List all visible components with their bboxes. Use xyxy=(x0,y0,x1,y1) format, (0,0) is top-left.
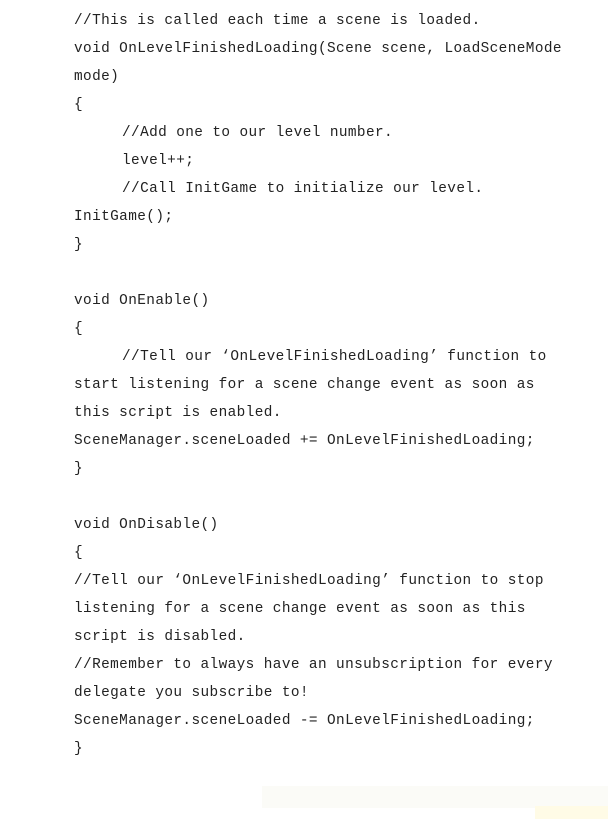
code-line-open-brace: { xyxy=(74,545,84,561)
code-line-comment-remember: //Remember to always have an unsubscription for every xyxy=(74,657,553,673)
code-line-close-brace: } xyxy=(74,741,84,757)
highlight-strip xyxy=(535,806,608,819)
code-line-on-enable: void OnEnable() xyxy=(74,293,210,309)
code-line-open-brace: { xyxy=(74,321,84,337)
code-line-open-brace: { xyxy=(74,97,84,113)
code-block xyxy=(74,7,604,763)
code-blank-line xyxy=(74,259,604,287)
code-line-comment-tell-start: //Tell our ‘OnLevelFinishedLoading’ function to xyxy=(122,349,547,365)
code-line-comment-enabled: this script is enabled. xyxy=(74,405,282,421)
code-line-comment-add-level: //Add one to our level number. xyxy=(122,125,394,141)
code-blank-line xyxy=(74,483,604,511)
code-line-close-brace: } xyxy=(74,237,84,253)
code-line-comment-scene-loaded: //This is called each time a scene is loaded. xyxy=(74,13,481,29)
code-line-unsubscribe: SceneManager.sceneLoaded -= OnLevelFinishedLoading; xyxy=(74,713,535,729)
code-line-method-signature: void OnLevelFinishedLoading(Scene scene, LoadSceneMode xyxy=(74,41,562,57)
code-line-init-game-call: InitGame(); xyxy=(74,209,174,225)
code-line-signature-continued: mode) xyxy=(74,69,120,85)
code-line-comment-disabled: script is disabled. xyxy=(74,629,246,645)
code-line-subscribe: SceneManager.sceneLoaded += OnLevelFinishedLoading; xyxy=(74,433,535,449)
code-line-close-brace: } xyxy=(74,461,84,477)
code-line-comment-stop-listening: listening for a scene change event as soon as this xyxy=(74,601,526,617)
code-line-comment-init-game: //Call InitGame to initialize our level. xyxy=(122,181,484,197)
code-line-level-increment: level++; xyxy=(122,153,195,169)
code-line-comment-delegate: delegate you subscribe to! xyxy=(74,685,309,701)
page-footer-shade xyxy=(262,786,608,808)
code-line-on-disable: void OnDisable() xyxy=(74,517,219,533)
code-line-comment-tell-stop: //Tell our ‘OnLevelFinishedLoading’ function to stop xyxy=(74,573,544,589)
code-line-comment-start-listening: start listening for a scene change event as soon as xyxy=(74,377,535,393)
